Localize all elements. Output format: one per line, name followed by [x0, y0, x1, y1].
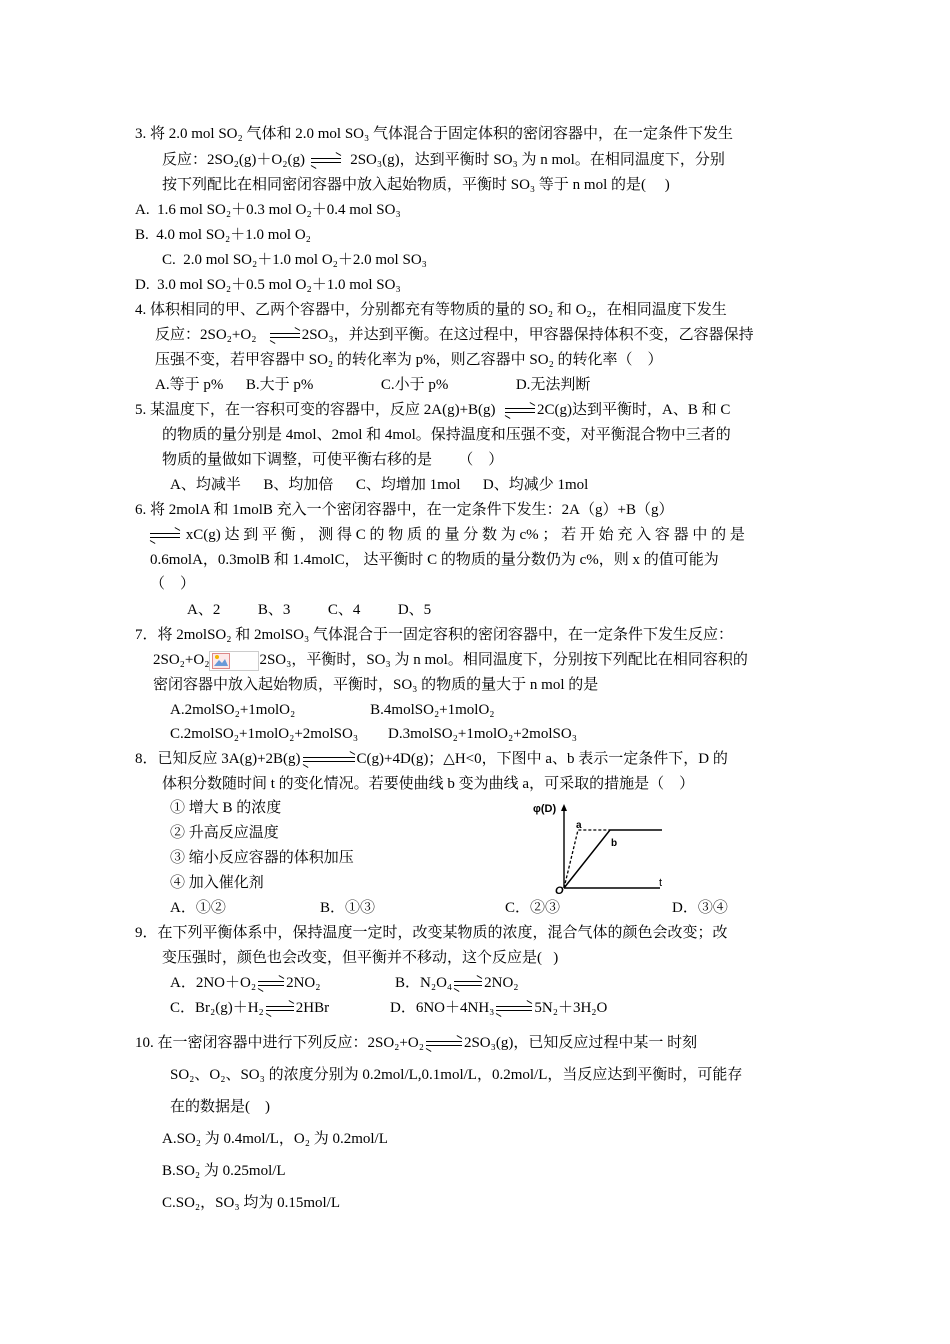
x-axis-label: t — [659, 877, 663, 889]
q10-line3: 在的数据是( ) — [170, 1099, 270, 1115]
equilibrium-arrow-icon — [256, 977, 286, 991]
q10-option-c: C.SO₂，SO₃ 均为 0.15mol/L — [162, 1195, 340, 1211]
equilibrium-arrow-icon — [301, 753, 357, 767]
q10-option-a: A.SO₂ 为 0.4mol/L，O₂ 为 0.2mol/L — [162, 1131, 388, 1147]
q7-options-ab: A.2molSO₂+1molO₂ B.4molSO₂+1molO₂ — [170, 702, 495, 718]
q9-line1: 9．在下列平衡体系中，保持温度一定时，改变某物质的浓度，混合气体的颜色会改变；改 — [135, 925, 728, 941]
q3-option-a: A. 1.6 mol SO₂＋0.3 mol O₂＋0.4 mol SO₃ — [135, 202, 401, 218]
equilibrium-arrow-icon — [494, 1002, 534, 1016]
q8-line1-a: 8．已知反应 3A(g)+2B(g) — [135, 751, 301, 767]
q6-line2-text: xC(g) 达 到 平 衡 ， 测 得 C 的 物 质 的 量 分 数 为 c% ； 若 开 始 充 入 容 器 中 的 是 — [185, 527, 745, 543]
q7-line2 — [153, 650, 748, 671]
q9-option-a — [170, 973, 320, 993]
q8-figure-svg — [528, 798, 668, 894]
q3-line1: 3. 将 2.0 mol SO₂ 气体和 2.0 mol SO₃ 气体混合于固定体积的密闭容器中，在一定条件下发生 — [135, 126, 733, 142]
q4-line1: 4. 体积相同的甲、乙两个容器中，分别都充有等物质的量的 SO₂ 和 O₂，在相同温度下发生 — [135, 302, 727, 318]
equilibrium-arrow-icon — [268, 329, 302, 343]
q7-line3: 密闭容器中放入起始物质，平衡时，SO₃ 的物质的量大于 n mol 的是 — [153, 677, 599, 693]
q9-option-d-left: D．6NO＋4NH₃ — [390, 1000, 495, 1016]
q8-option-d: D．③④ — [672, 900, 728, 916]
q9-option-d-right: 5N₂＋3H₂O — [534, 1000, 608, 1016]
equilibrium-arrow-icon — [148, 529, 182, 543]
q5-line2: 的物质的量分别是 4mol、2mol 和 4mol。保持温度和压强不变，对平衡混合物中三者的 — [162, 427, 731, 443]
q9-line2: 变压强时，颜色也会改变，但平衡并不移动，这个反应是( ) — [162, 950, 559, 966]
q5-line1-b: 2C(g)达到平衡时，A、B 和 C — [537, 402, 731, 418]
q5-options: A、均减半 B、均加倍 C、均增加 1mol D、均减少 1mol — [170, 477, 589, 493]
q8-line2: 体积分数随时间 t 的变化情况。若要使曲线 b 变为曲线 a，可采取的措施是（ ） — [162, 776, 695, 792]
q3-line3: 按下列配比在相同密闭容器中放入起始物质，平衡时 SO₃ 等于 n mol 的是( ) — [162, 177, 670, 193]
q10-option-b: B.SO₂ 为 0.25mol/L — [162, 1163, 286, 1179]
y-axis-arrow-icon — [561, 804, 567, 811]
q4-line3: 压强不变，若甲容器中 SO₂ 的转化率为 p%，则乙容器中 SO₂ 的转化率（ ） — [155, 352, 663, 368]
q8-item2: ② 升高反应温度 — [170, 825, 279, 841]
q8-item4: ④ 加入催化剂 — [170, 875, 264, 891]
q7-line2-b: 2SO₃，平衡时，SO₃ 为 n mol。相同温度下，分别按下列配比在相同容积的 — [259, 652, 748, 668]
q3-line2 — [162, 150, 725, 170]
q9-option-a-right: 2NO₂ — [286, 975, 321, 991]
q3-option-c: C. 2.0 mol SO₂＋1.0 mol O₂＋2.0 mol SO₃ — [162, 252, 427, 268]
q8-item1: ① 增大 B 的浓度 — [170, 800, 282, 816]
curve-a-label: a — [576, 820, 582, 831]
y-axis-label: φ(D) — [533, 803, 557, 815]
q8-line1-b: C(g)+4D(g)；△H<0，下图中 a、b 表示一定条件下，D 的 — [356, 751, 728, 767]
q6-options: A、2 B、3 C、4 D、5 — [187, 602, 432, 618]
q6-line2 — [148, 525, 745, 545]
q9-option-b — [395, 973, 519, 993]
q4-line2-b: 2SO₃，并达到平衡。在这过程中，甲容器保持体积不变，乙容器保持 — [301, 327, 754, 343]
q4-line2-a: 反应：2SO₂+O₂ — [155, 327, 257, 343]
q5-line1-a: 5. 某温度下，在一容积可变的容器中，反应 2A(g)+B(g) — [135, 402, 496, 418]
q6-line1: 6. 将 2molA 和 1molB 充入一个密闭容器中，在一定条件下发生：2A（g）+B（g） — [135, 502, 674, 518]
q3-option-b: B. 4.0 mol SO₂＋1.0 mol O₂ — [135, 227, 311, 243]
q9-option-b-right: 2NO₂ — [484, 975, 519, 991]
equilibrium-arrow-icon — [264, 1002, 296, 1016]
q5-line1 — [135, 400, 730, 420]
q8-option-c: C．②③ — [505, 900, 561, 916]
equilibrium-arrow-icon — [503, 404, 537, 418]
q7-line1: 7．将 2molSO₂ 和 2molSO₃ 气体混合于一固定容积的密闭容器中，在一定条件下发生反应： — [135, 627, 733, 643]
curve-b-label: b — [611, 838, 618, 849]
q3-line2-a: 反应：2SO₂(g)＋O₂(g) — [162, 152, 305, 168]
q10-line2: SO₂、O₂、SO₃ 的浓度分别为 0.2mol/L,0.1mol/L，0.2mol/L，当反应达到平衡时，可能存 — [170, 1067, 743, 1083]
q8-option-b: B．①③ — [320, 900, 376, 916]
q9-option-d — [390, 998, 607, 1018]
q3-line2-b: 2SO₃(g)，达到平衡时 SO₃ 为 n mol。在相同温度下，分别 — [350, 152, 725, 168]
q4-line2 — [155, 325, 754, 345]
q10-line1 — [135, 1033, 697, 1053]
q9-option-c-left: C．Br₂(g)＋H₂ — [170, 1000, 264, 1016]
broken-image-icon — [209, 651, 259, 671]
q9-option-c-right: 2HBr — [295, 1000, 330, 1016]
q4-options: A.等于 p% B.大于 p% C.小于 p% D.无法判断 — [155, 377, 591, 393]
equilibrium-arrow-icon — [309, 154, 343, 168]
q8-line1 — [135, 749, 728, 769]
q10-line1-a: 10. 在一密闭容器中进行下列反应：2SO₂+O₂ — [135, 1035, 424, 1051]
q6-line3: 0.6molA，0.3molB 和 1.4molC， 达平衡时 C 的物质的量分数仍为 c%，则 x 的值可能为 — [150, 552, 719, 568]
q6-line4: （ ） — [150, 576, 196, 592]
q10-line1-b: 2SO₃(g)，已知反应过程中某一 时刻 — [463, 1035, 698, 1051]
q3-option-d: D. 3.0 mol SO₂＋0.5 mol O₂＋1.0 mol SO₃ — [135, 277, 401, 293]
origin-label: O — [555, 885, 564, 894]
q9-option-b-left: B．N₂O₄ — [395, 975, 453, 991]
q8-item3: ③ 缩小反应容器的体积加压 — [170, 850, 354, 866]
q8-option-a: A．①② — [170, 900, 226, 916]
q9-option-c — [170, 998, 329, 1018]
equilibrium-arrow-icon — [424, 1037, 464, 1051]
equilibrium-arrow-icon — [452, 977, 484, 991]
q7-line2-a: 2SO₂+O₂ — [153, 652, 210, 668]
q8-figure — [528, 798, 668, 894]
q5-line3: 物质的量做如下调整，可使平衡右移的是 （ ） — [162, 452, 504, 468]
q9-option-a-left: A．2NO＋O₂ — [170, 975, 257, 991]
q7-options-cd: C.2molSO₂+1molO₂+2molSO₃ D.3molSO₂+1molO₂+2molSO₃ — [170, 726, 577, 742]
